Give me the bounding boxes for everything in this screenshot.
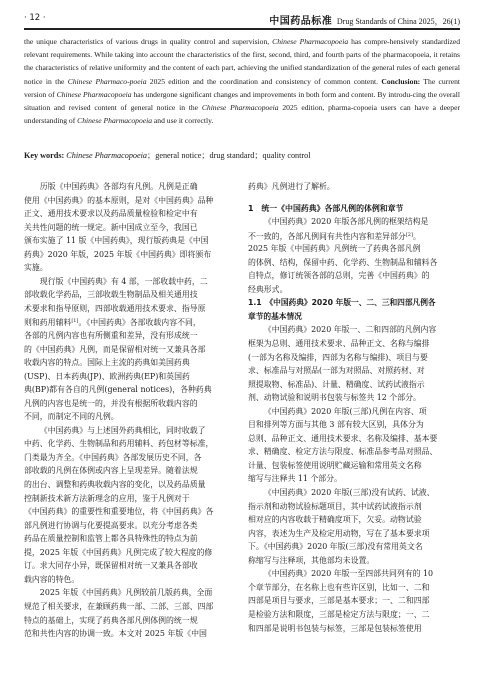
text-line: 现行版《中国药典》有 4 部，一部收载中药，二 [39, 276, 208, 286]
right-column-body [248, 180, 462, 635]
section-heading: 1.1 《中国药典》2020 年版一、二、三和四部凡例各 [248, 298, 436, 308]
text-line: 载内容的特色。 [24, 574, 80, 584]
text-line: 《中国药典》与上述国外药典相比，同时收载了 [39, 425, 206, 435]
text-line: 缩写与注释共 11 个部分。 [248, 474, 342, 484]
text-line: (一部为名称及编排，四部为名称与编排)、项目与要 [248, 352, 428, 362]
text-line: 使用《中国药典》的基本原则，是对《中国药典》品种 [24, 195, 214, 205]
text-line: 计量、包装标签使用说明贮藏运输和常用英文名称 [248, 460, 422, 470]
text-line: 求、精确度、检定方法与限度、标准品参考品对照品、 [248, 447, 438, 457]
citation-ref: [1] [71, 318, 79, 325]
text-line: 门类最为齐全。《中国药典》各部发展历史不同，各 [24, 452, 202, 462]
text-line: 范和共性内容的协调一致。本文对 2025 年版《中国 [24, 629, 207, 639]
text-line: 下。《中国药典》2020 年版(三部)没有常用英文名 [248, 542, 423, 552]
text-line: 自特点，修订统领各部的总则，完善《中国药典》的 [248, 271, 430, 281]
text-line: 收载内容的特点。国际上主流的药典如美国药典 [24, 358, 190, 368]
text-line: 照提取物、标准品)、计量、精确度、试药试液指示 [248, 379, 425, 389]
text-line: 四部是项目与要求，三部是基本要求；一、二和四部 [248, 596, 430, 606]
text-line: 历版《中国药典》各部均有凡例。凡例是正确 [39, 182, 198, 191]
keyword-pharmacopoeia: Chinese Pharmacopoeia [66, 151, 148, 160]
text-line: 是检验方法和限度，三部是检定方法与限度；一、二 [248, 609, 430, 619]
text-line: 中药、化学药、生物制品和药用辅料、药包材等标准， [24, 439, 214, 449]
text-line: 部收载的凡例在体例或内容上呈现差异。随着法规 [24, 466, 198, 476]
text-line: 各部的凡例内容也有所侧重和差异，没有形成统一 [24, 331, 198, 341]
text-line: 提，2025 年版《中国药典》凡例完成了较大程度的修 [24, 547, 213, 557]
citation-ref: [2] [405, 231, 413, 238]
text-line: 的出台、调整和药典收载内容的变化，以及药品质量 [24, 480, 206, 490]
left-column-body [24, 180, 238, 641]
text-line: 控制新技术新方法新理念的应用，鉴于凡例对于 [24, 493, 190, 503]
english-abstract: the unique characteristics of various drugs in quality control and supervision, Chinese Pharmacopoeia has compre-hensively standardized relevant requirements. While taking into account the characteristics of the first, second, third, and fourth parts of the pharmacopoeia, it retains the characteristics of relative uniformity and the content of each part, achieving the unified standardization of the general rules of each general notice in the Chinese Pharmaco-poeia 2025 edition and the coordination and consistency of common content. Conclusion: The current version of Chinese Pharmacopoeia has undergone significant changes and improvements in both form and content. By introdu-cing the overall situation and revised content of general notice in the Chinese Pharmacopoeia 2025 edition, pharma-copoeia users can have a deeper understanding of Chinese Pharmacopoeia and use it correctly. [24, 37, 461, 126]
conclusion-label: Conclusion: [381, 76, 421, 86]
text-line: 求、标准品与对照品(一部为对照品、对照药材、对 [248, 366, 425, 376]
text-line: 相对应的内容收载于精确度项下，欠妥。动物试验 [248, 515, 422, 525]
text-line: 的体例、结构，保留中药、化学药、生物制品和辅料各 [248, 257, 438, 267]
text-line: 《中国药典》2020 年版一至四部共同列有的 10 [263, 569, 434, 579]
text-line: 典(BP)都有各自的凡例(general notices)，各种药典 [24, 385, 212, 395]
text-line: 目和排列等方面与其他 3 部有较大区别，具体分为 [248, 420, 424, 430]
text-line: 和四部是说明书包装与标签，三部是包装标签使用 [248, 623, 422, 633]
text-line: 药典》凡例进行了解析。 [248, 182, 335, 191]
text-line: 《中国药典》2020 年版各部凡例的框架结构是 [263, 217, 429, 227]
text-line: 《中国药典》的重要性和重要地位，将《中国药典》各 [24, 507, 214, 517]
running-header [24, 12, 460, 26]
text-line: 关共性问题的统一规定。新中国成立至今，我国已 [24, 222, 198, 232]
text-line: 订。求大同存小异，既保留相对统一又兼具各部收 [24, 561, 198, 571]
text-line: 实施。 [24, 263, 48, 273]
text-line: 正文、通用技术要求以及药品质量检验和检定中有 [24, 209, 198, 219]
keywords-rest: ；general notice；drug standard；quality control [147, 151, 311, 160]
text-line: 个章节部分，在名称上也有些许区别，比如一、二和 [248, 582, 430, 592]
text-line: 不同，而制定不同的凡例。 [24, 412, 119, 422]
section-heading: 章节的基本情况 [248, 311, 302, 321]
text-line: 部凡例进行协调与化要提高要求。以充分考虑各类 [24, 520, 198, 530]
text-line: 规范了相关要求，在兼顾药典一部、二部、三部、四部 [24, 601, 214, 611]
text-line: 经典形式。 [248, 284, 288, 294]
text-line: 凡例的内容也是统一的，并没有根据所收载内容的 [24, 398, 198, 408]
text-line: 术要求和指导原则，四部收载通用技术要求、指导原 [24, 303, 206, 313]
journal-title-en: Drug Standards of China 2025，26(1) [336, 17, 460, 26]
text-line: 称缩写与注释项，其他部均未设置。 [248, 555, 375, 565]
text-line: 内容，表述为生产及检定用动物，写在了基本要求项 [248, 528, 430, 538]
text-line: 《中国药典》2020 年版(三部)没有试药、试液、 [263, 488, 435, 498]
text-line: 剂、动物试验和说明书包装与标签共 12 个部分。 [248, 393, 421, 403]
text-line: 药品在质量控制和监管上都各具特殊性的特点为前 [24, 534, 198, 544]
text-line: 2025 年版《中国药典》凡例统一了药典各部凡例 [248, 244, 421, 254]
section-heading: 1 统一《中国药典》各部凡例的体例和章节 [248, 203, 404, 213]
text-line: 颁布实施了 11 版《中国药典》，现行版药典是《中国 [24, 236, 209, 246]
page-number: · 12 · [24, 13, 46, 23]
text-line: 指示剂和动物试验标题项目，其中试药试液指示剂 [248, 501, 422, 511]
keywords [24, 150, 460, 161]
text-line: 《中国药典》2020 年版一、二和四部的凡例内容 [263, 325, 437, 335]
text-line: 特点的基础上，实现了药典各部凡例体例的统一规 [24, 615, 198, 625]
text-line: 框架为总则、通用技术要求、品种正文、名称与编排 [248, 339, 430, 349]
text-line: 部收载化学药品，三部收载生物制品及相关通用技 [24, 290, 198, 300]
text-line: 的《中国药典》凡例，而是保留相对统一又兼具各部 [24, 344, 206, 354]
journal-title [269, 12, 460, 27]
header-rule [24, 28, 460, 30]
keywords-label: Key words: [24, 151, 65, 160]
text-line: 2025 年版《中国药典》凡例较前几版药典，全面 [39, 588, 213, 598]
text-line: 药典》2020 年版，2025 年版《中国药典》即将颁布 [24, 249, 212, 259]
text-line: 《中国药典》2020 年版(三部)凡例在内容、项 [263, 406, 427, 416]
journal-title-cn: 中国药品标准 [269, 16, 333, 27]
text-line: 则和药用辅料[1]。《中国药典》各部收载内容不同， [24, 318, 201, 328]
text-line: (USP)、日本药典(JP)、欧洲药典(EP)和英国药 [24, 371, 190, 381]
text-line: 总则、品种正文、通用技术要求、名称及编排、基本要 [248, 433, 438, 443]
text-line: 不一致的，各部凡例间有共性内容和差异部分[2]。 [248, 231, 421, 241]
